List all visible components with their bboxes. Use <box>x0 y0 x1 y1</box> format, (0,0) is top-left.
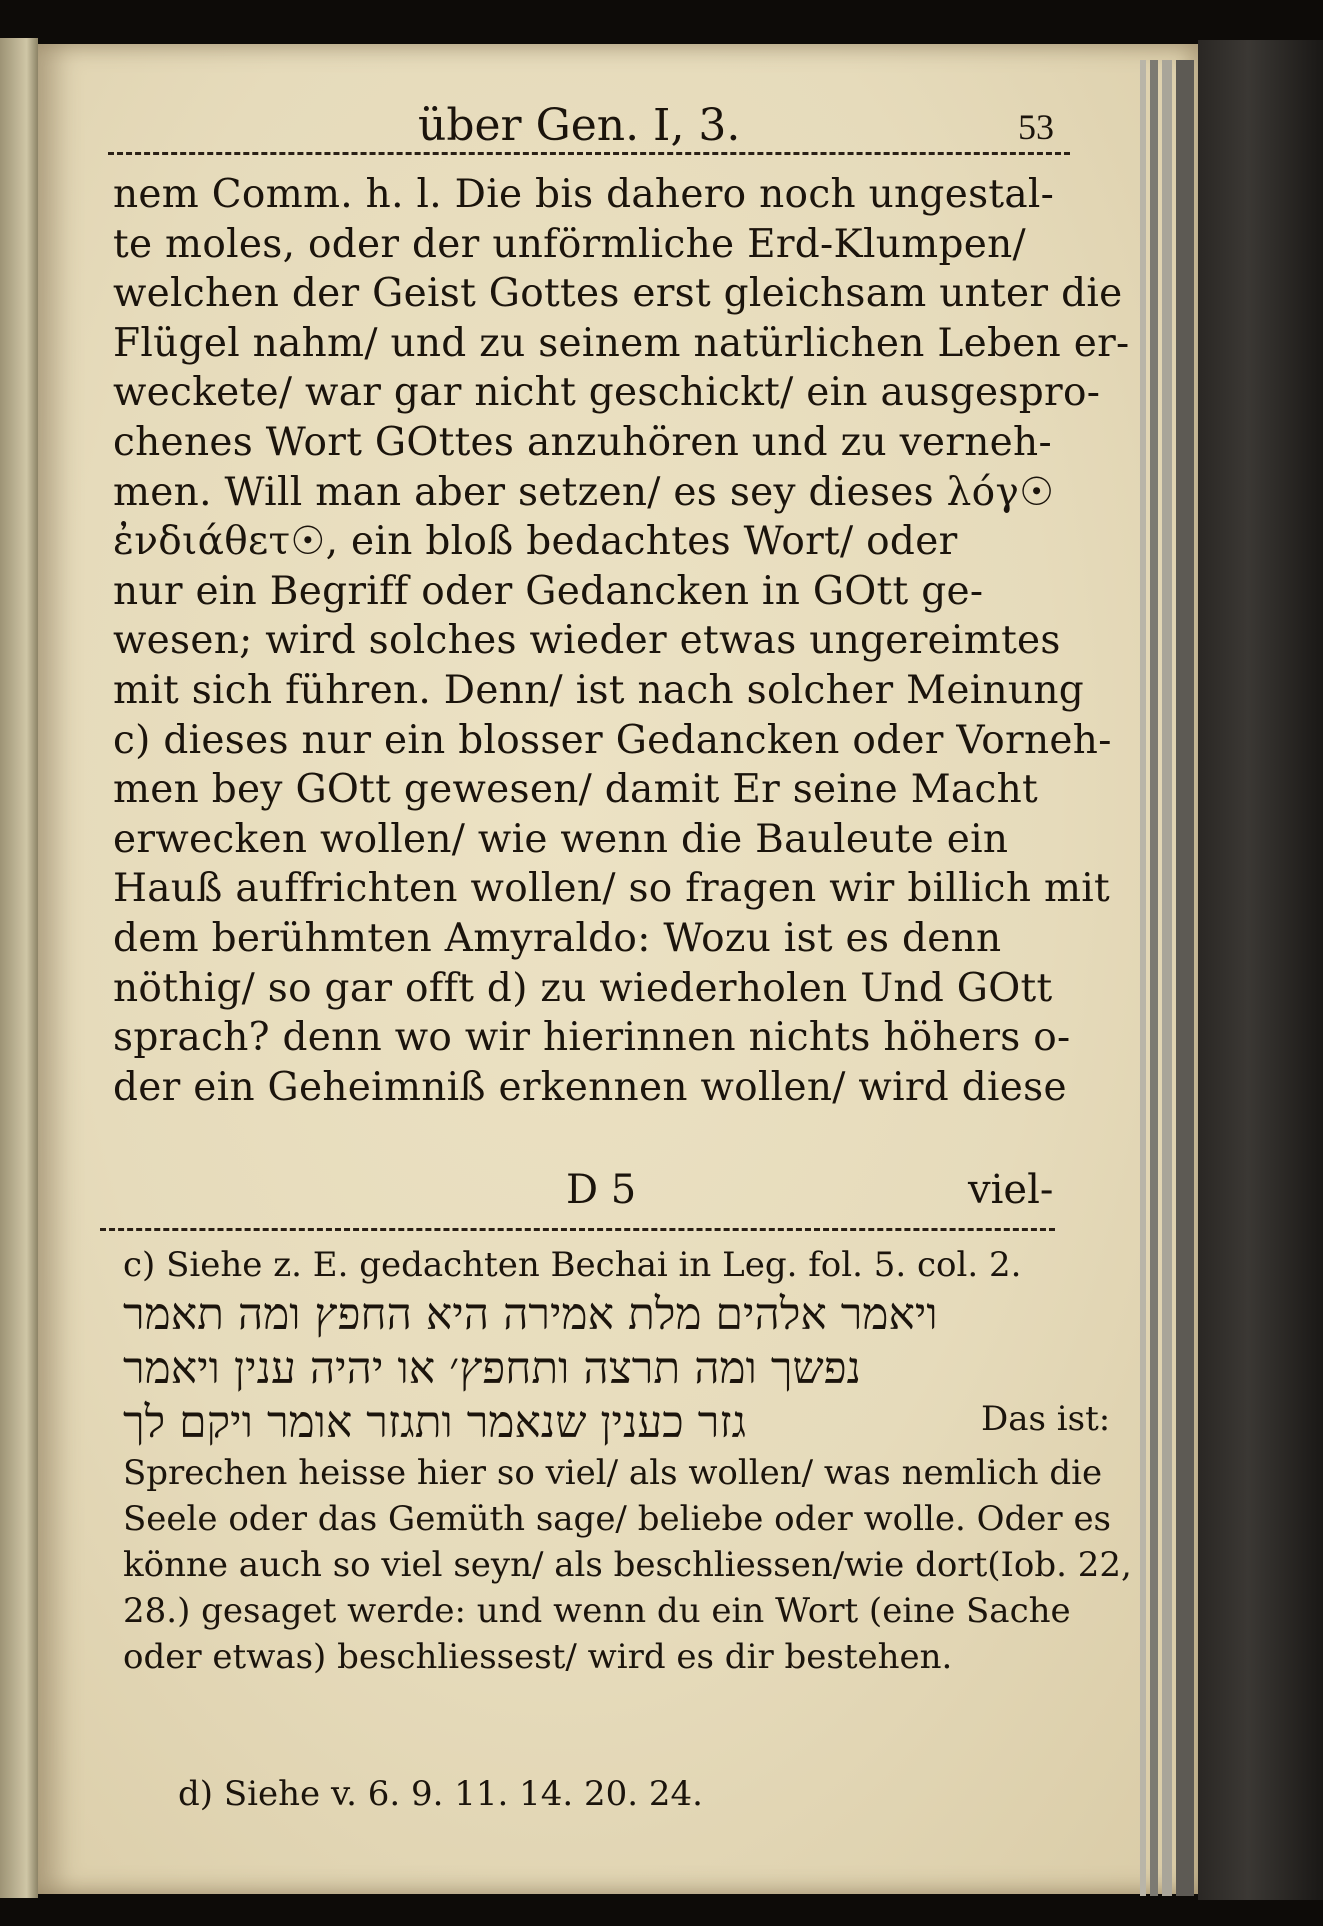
facing-page-edge <box>0 38 38 1898</box>
catchword: viel- <box>968 1167 1054 1213</box>
running-title: über Gen. I, 3. <box>418 100 741 151</box>
body-line: sprach? denn wo wir hierinnen nichts höhers o- <box>113 1015 1071 1061</box>
page-number: 53 <box>1018 107 1054 147</box>
body-line: te moles, oder der unförmliche Erd-Klumpen/ <box>113 221 1026 267</box>
footnote-rule <box>100 1228 1055 1231</box>
translation-line: 28.) gesaget werde: und wenn du ein Wort (eine Sache <box>123 1591 1071 1631</box>
das-ist-label: Das ist: <box>981 1399 1111 1439</box>
body-line: chenes Wort GOttes anzuhören und zu verneh- <box>113 419 1052 465</box>
body-line: ἐνδιάθετ☉, ein bloß bedachtes Wort/ oder <box>113 519 958 565</box>
body-line: men. Will man aber setzen/ es sey dieses λόγ☉ <box>113 469 1055 515</box>
body-line: nöthig/ so gar offt d) zu wiederholen Und GOtt <box>113 965 1053 1011</box>
book-cover <box>1198 40 1323 1900</box>
page <box>38 44 1198 1894</box>
body-text <box>113 170 1130 1112</box>
header-rule <box>108 152 1070 155</box>
footnote-d: d) Siehe v. 6. 9. 11. 14. 20. 24. <box>178 1774 703 1814</box>
page-edge <box>1140 60 1146 1896</box>
body-line: nem Comm. h. l. Die bis dahero noch ungestal- <box>113 172 1055 217</box>
body-line: der ein Geheimniß erkennen wollen/ wird diese <box>113 1064 1067 1110</box>
hebrew-line: ויאמר אלהים מלת אמירה היא החפץ ומה תאמר <box>123 1289 938 1340</box>
page-edge <box>1150 60 1158 1896</box>
signature-mark: D 5 <box>566 1167 637 1213</box>
hebrew-line: נפשך ומה תרצה ותחפץ׳ או יהיה ענין ויאמר <box>123 1343 861 1394</box>
body-line: wesen; wird solches wieder etwas ungereimtes <box>113 618 1061 664</box>
body-line: c) dieses nur ein blosser Gedancken oder Vorneh- <box>113 717 1112 763</box>
footnote-c: c) Siehe z. E. gedachten Bechai in Leg. fol. 5. col. 2. <box>123 1245 1022 1285</box>
hebrew-line: גזר כענין שנאמר ותגזר אומר ויקם לך <box>123 1397 747 1448</box>
translation-line: oder etwas) beschliessest/ wird es dir bestehen. <box>123 1637 953 1677</box>
body-line: dem berühmten Amyraldo: Wozu ist es denn <box>113 915 1002 961</box>
body-line: welchen der Geist Gottes erst gleichsam unter die <box>113 271 1123 317</box>
translation-line: Sprechen heisse hier so viel/ als wollen/ was nemlich die <box>123 1453 1103 1493</box>
body-line: nur ein Begriff oder Gedancken in GOtt ge- <box>113 568 984 614</box>
body-line: mit sich führen. Denn/ ist nach solcher Meinung <box>113 667 1085 713</box>
footnotes <box>123 1242 1132 1680</box>
body-line: men bey GOtt gewesen/ damit Er seine Macht <box>113 767 1039 813</box>
body-line: Flügel nahm/ und zu seinem natürlichen Leben er- <box>113 320 1130 366</box>
page-edge <box>1162 60 1172 1896</box>
body-line: Hauß auffrichten wollen/ so fragen wir billich mit <box>113 866 1110 912</box>
body-line: erwecken wollen/ wie wenn die Bauleute ein <box>113 816 1009 862</box>
translation-line: Seele oder das Gemüth sage/ beliebe oder wolle. Oder es <box>123 1499 1112 1539</box>
page-edge <box>1176 60 1194 1896</box>
body-line: weckete/ war gar nicht geschickt/ ein ausgespro- <box>113 370 1101 416</box>
translation-line: könne auch so viel seyn/ als beschliessen/wie dort(Iob. 22, <box>123 1545 1132 1585</box>
